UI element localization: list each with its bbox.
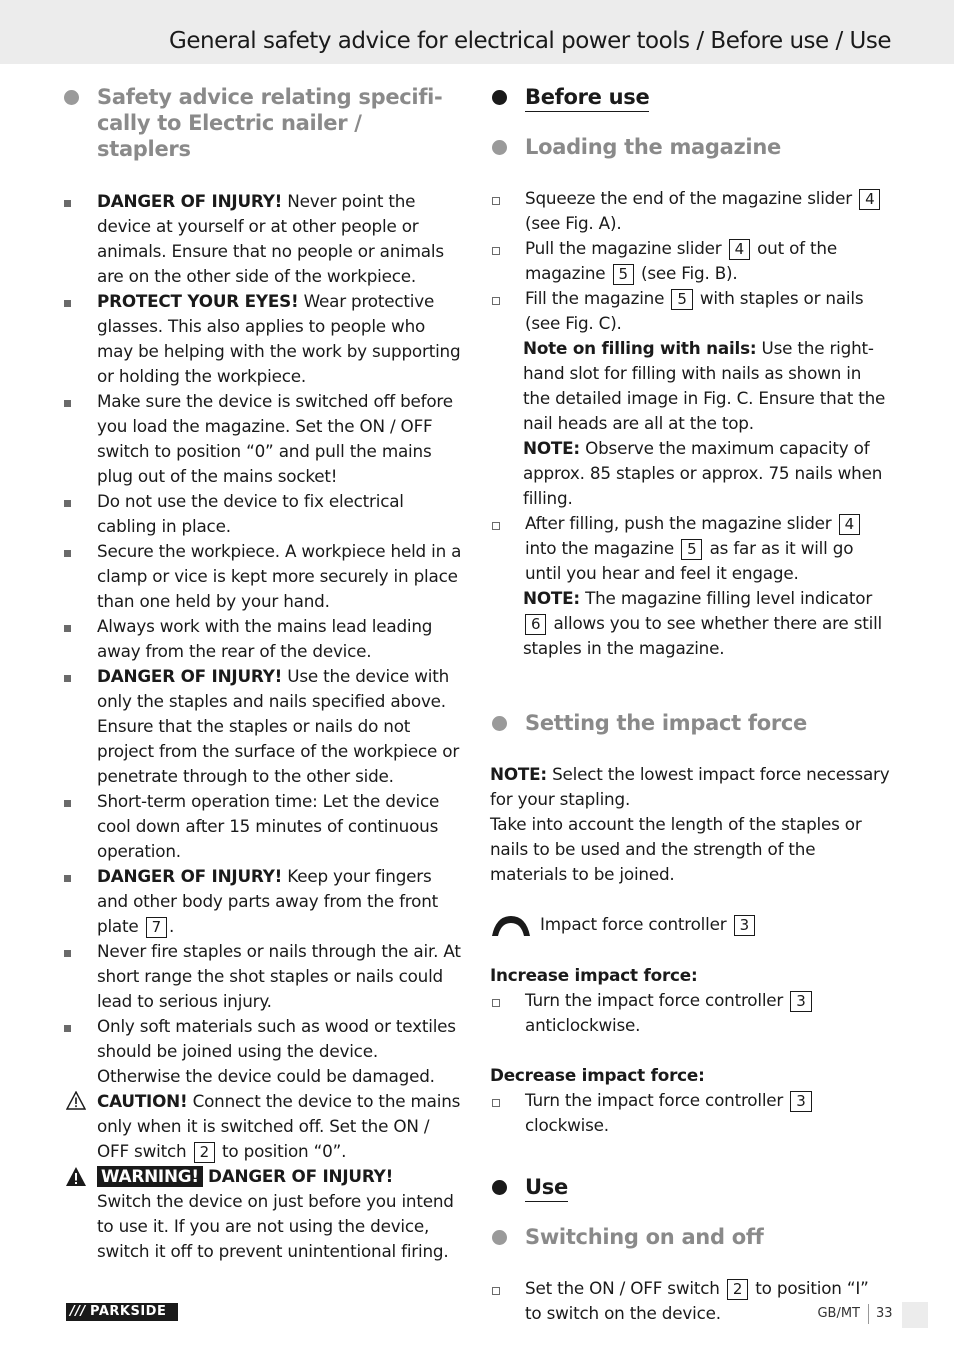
list-item <box>490 1088 890 1138</box>
impact-note <box>490 762 890 812</box>
open-square-bullet-icon <box>492 999 500 1007</box>
part-number-box: 7 <box>146 917 167 938</box>
item-text: Secure the workpiece. A workpiece held in a clamp or vice is kept more securely in place than one held by your hand. <box>97 541 462 611</box>
square-bullet-icon <box>64 500 71 507</box>
list-item <box>62 789 462 864</box>
item-text-end: . <box>169 916 175 936</box>
list-item <box>490 186 890 236</box>
increase-heading: Increase impact force: <box>490 965 698 985</box>
caution-text: Connect the device to the mains only when it is switched off. Set the ON / OFF switch <box>97 1091 461 1161</box>
footer-tab-marker <box>902 1302 928 1328</box>
open-square-bullet-icon <box>492 297 500 305</box>
warning-text: Switch the device on just before you intend to use it. If you are not using the device, switch it off to prevent unintentional firing. <box>97 1191 454 1261</box>
part-number-box: 5 <box>613 264 634 285</box>
item-text: Always work with the mains lead leading away from the rear of the device. <box>97 616 433 661</box>
item-text: as far as it will go until you hear and feel it engage. <box>525 538 854 583</box>
logo-slashes: /// <box>70 1304 86 1319</box>
impact-force-controller-icon <box>490 912 532 938</box>
open-square-bullet-icon <box>492 1099 500 1107</box>
caution-item <box>62 1089 462 1164</box>
item-text: Turn the impact force controller <box>525 1090 784 1110</box>
note-text: Select the lowest impact force necessary for your stapling. <box>490 764 890 809</box>
note-bold: NOTE: <box>490 764 547 784</box>
heading-text: Loading the magazine <box>525 135 781 159</box>
item-bold: DANGER OF INJURY! <box>97 191 283 211</box>
footer-divider <box>868 1304 869 1324</box>
item-text: (see Fig. A). <box>525 213 622 233</box>
item-text: out of the magazine <box>525 238 837 283</box>
open-square-bullet-icon <box>492 1287 500 1295</box>
bullet-dot-icon <box>492 90 507 105</box>
note-nails <box>490 336 890 436</box>
list-item <box>62 939 462 1014</box>
item-text: to position “I” to switch on the device. <box>525 1278 869 1323</box>
list-item <box>62 289 462 389</box>
list-item <box>490 988 890 1038</box>
item-text: Only soft materials such as wood or textiles should be joined using the device. Otherwise the device could be damaged. <box>97 1016 456 1086</box>
list-item <box>62 864 462 939</box>
section-heading-loading <box>490 134 890 160</box>
item-bold: PROTECT YOUR EYES! <box>97 291 299 311</box>
square-bullet-icon <box>64 950 71 957</box>
square-bullet-icon <box>64 800 71 807</box>
heading-text: Use <box>525 1175 568 1202</box>
open-square-bullet-icon <box>492 522 500 530</box>
bullet-dot-icon <box>64 90 79 105</box>
note-bold: Note on filling with nails: <box>523 338 757 358</box>
heading-text: Switching on and off <box>525 1225 764 1249</box>
part-number-box: 2 <box>727 1279 748 1300</box>
item-text: (see Fig. B). <box>635 263 738 283</box>
part-number-box: 3 <box>790 991 811 1012</box>
bullet-dot-icon <box>492 1180 507 1195</box>
page-number: 33 <box>876 1306 893 1321</box>
list-item <box>62 539 462 614</box>
part-number-box: 3 <box>790 1091 811 1112</box>
list-item <box>490 286 890 336</box>
heading-line: Safety advice relating specifi- <box>97 85 443 109</box>
list-item <box>490 511 890 586</box>
note-capacity <box>490 436 890 511</box>
square-bullet-icon <box>64 1025 71 1032</box>
heading-text: Before use <box>525 85 649 112</box>
item-text: clockwise. <box>525 1115 609 1135</box>
caution-text-end: to position “0”. <box>216 1141 347 1161</box>
note-bold: NOTE: <box>523 588 580 608</box>
bullet-dot-icon <box>492 1230 507 1245</box>
square-bullet-icon <box>64 550 71 557</box>
square-bullet-icon <box>64 625 71 632</box>
item-bold: DANGER OF INJURY! <box>97 666 283 686</box>
square-bullet-icon <box>64 875 71 882</box>
item-text: Do not use the device to fix electrical cabling in place. <box>97 491 404 536</box>
impact-paragraph: Take into account the length of the staples or nails to be used and the strength of the materials to be joined. <box>490 814 862 884</box>
section-heading-switching <box>490 1224 890 1250</box>
square-bullet-icon <box>64 300 71 307</box>
note-text-end: allows you to see whether there are still staples in the magazine. <box>523 613 883 658</box>
list-item <box>62 189 462 289</box>
part-number-box: 4 <box>839 514 860 535</box>
heading-line: cally to Electric nailer / staplers <box>97 111 362 161</box>
square-bullet-icon <box>64 675 71 682</box>
section-heading-impact <box>490 710 890 736</box>
list-item <box>62 664 462 789</box>
list-item <box>62 1014 462 1089</box>
note-text: Use the right-hand slot for filling with nails as shown in the detailed image in Fig. C. Ensure that the nail heads are all at the top. <box>523 338 886 433</box>
open-square-bullet-icon <box>492 197 500 205</box>
list-item <box>62 614 462 664</box>
item-text: Never fire staples or nails through the air. At short range the shot staples or nails could lead to serious injury. <box>97 941 461 1011</box>
heading-text: Setting the impact force <box>525 711 807 735</box>
item-text: Fill the magazine <box>525 288 665 308</box>
warning-label: WARNING! <box>97 1166 203 1187</box>
impact-controller-row <box>490 912 890 938</box>
part-number-box: 5 <box>681 539 702 560</box>
part-number-box: 2 <box>194 1142 215 1163</box>
impact-controller-label: Impact force controller <box>540 914 727 934</box>
item-bold: DANGER OF INJURY! <box>97 866 283 886</box>
part-number-box: 3 <box>734 915 755 936</box>
item-text: Short-term operation time: Let the device cool down after 15 minutes of continuous operation. <box>97 791 440 861</box>
section-heading-before-use <box>490 84 890 110</box>
bullet-dot-icon <box>492 716 507 731</box>
list-item <box>62 389 462 489</box>
item-text: Wear protective glasses. This also applies to people who may be helping with the work by supporting or holding the workpiece. <box>97 291 461 386</box>
item-text: Squeeze the end of the magazine slider <box>525 188 852 208</box>
item-text: Make sure the device is switched off before you load the magazine. Set the ON / OFF switch to position “0” and pull the mains plug out of the mains socket! <box>97 391 453 486</box>
item-text: Use the device with only the staples and nails specified above. Ensure that the staples or nails do not project from the surface of the workpiece or penetrate through to the other side. <box>97 666 460 786</box>
decrease-heading: Decrease impact force: <box>490 1065 705 1085</box>
left-column <box>62 84 462 1264</box>
caution-bold: CAUTION! <box>97 1091 188 1111</box>
page-header <box>0 0 954 64</box>
footer-locale: GB/MT <box>817 1306 860 1321</box>
item-text: Turn the impact force controller <box>525 990 784 1010</box>
note-text: The magazine filling level indicator <box>579 588 873 608</box>
warning-triangle-icon <box>64 1166 88 1188</box>
item-text: Keep your fingers and other body parts away from the front plate <box>97 866 439 936</box>
item-text: Pull the magazine slider <box>525 238 722 258</box>
right-column <box>490 84 890 1326</box>
part-number-box: 6 <box>525 614 546 635</box>
item-text: Set the ON / OFF switch <box>525 1278 720 1298</box>
open-square-bullet-icon <box>492 247 500 255</box>
page-title: General safety advice for electrical power tools / Before use / Use <box>169 28 891 54</box>
list-item <box>62 489 462 539</box>
section-heading-use <box>490 1174 890 1200</box>
part-number-box: 4 <box>729 239 750 260</box>
warning-item <box>62 1164 462 1264</box>
square-bullet-icon <box>64 200 71 207</box>
bullet-dot-icon <box>492 140 507 155</box>
part-number-box: 4 <box>859 189 880 210</box>
note-text: Observe the maximum capacity of approx. 85 staples or approx. 75 nails when filling. <box>523 438 883 508</box>
part-number-box: 5 <box>671 289 692 310</box>
item-text: into the magazine <box>525 538 674 558</box>
note-bold: NOTE: <box>523 438 580 458</box>
square-bullet-icon <box>64 400 71 407</box>
item-text: with staples or nails (see Fig. C). <box>525 288 864 333</box>
item-text: After filling, push the magazine slider <box>525 513 832 533</box>
item-text: Never point the device at yourself or at other people or animals. Ensure that no people or animals are on the other side of the workpiece. <box>97 191 444 286</box>
caution-triangle-icon <box>66 1091 86 1111</box>
parkside-logo <box>66 1303 178 1321</box>
list-item <box>490 236 890 286</box>
logo-brand: PARKSIDE <box>90 1304 167 1319</box>
item-text: anticlockwise. <box>525 1015 641 1035</box>
warning-bold: DANGER OF INJURY! <box>207 1166 394 1186</box>
note-indicator <box>490 586 890 661</box>
section-heading-safety <box>62 84 462 162</box>
